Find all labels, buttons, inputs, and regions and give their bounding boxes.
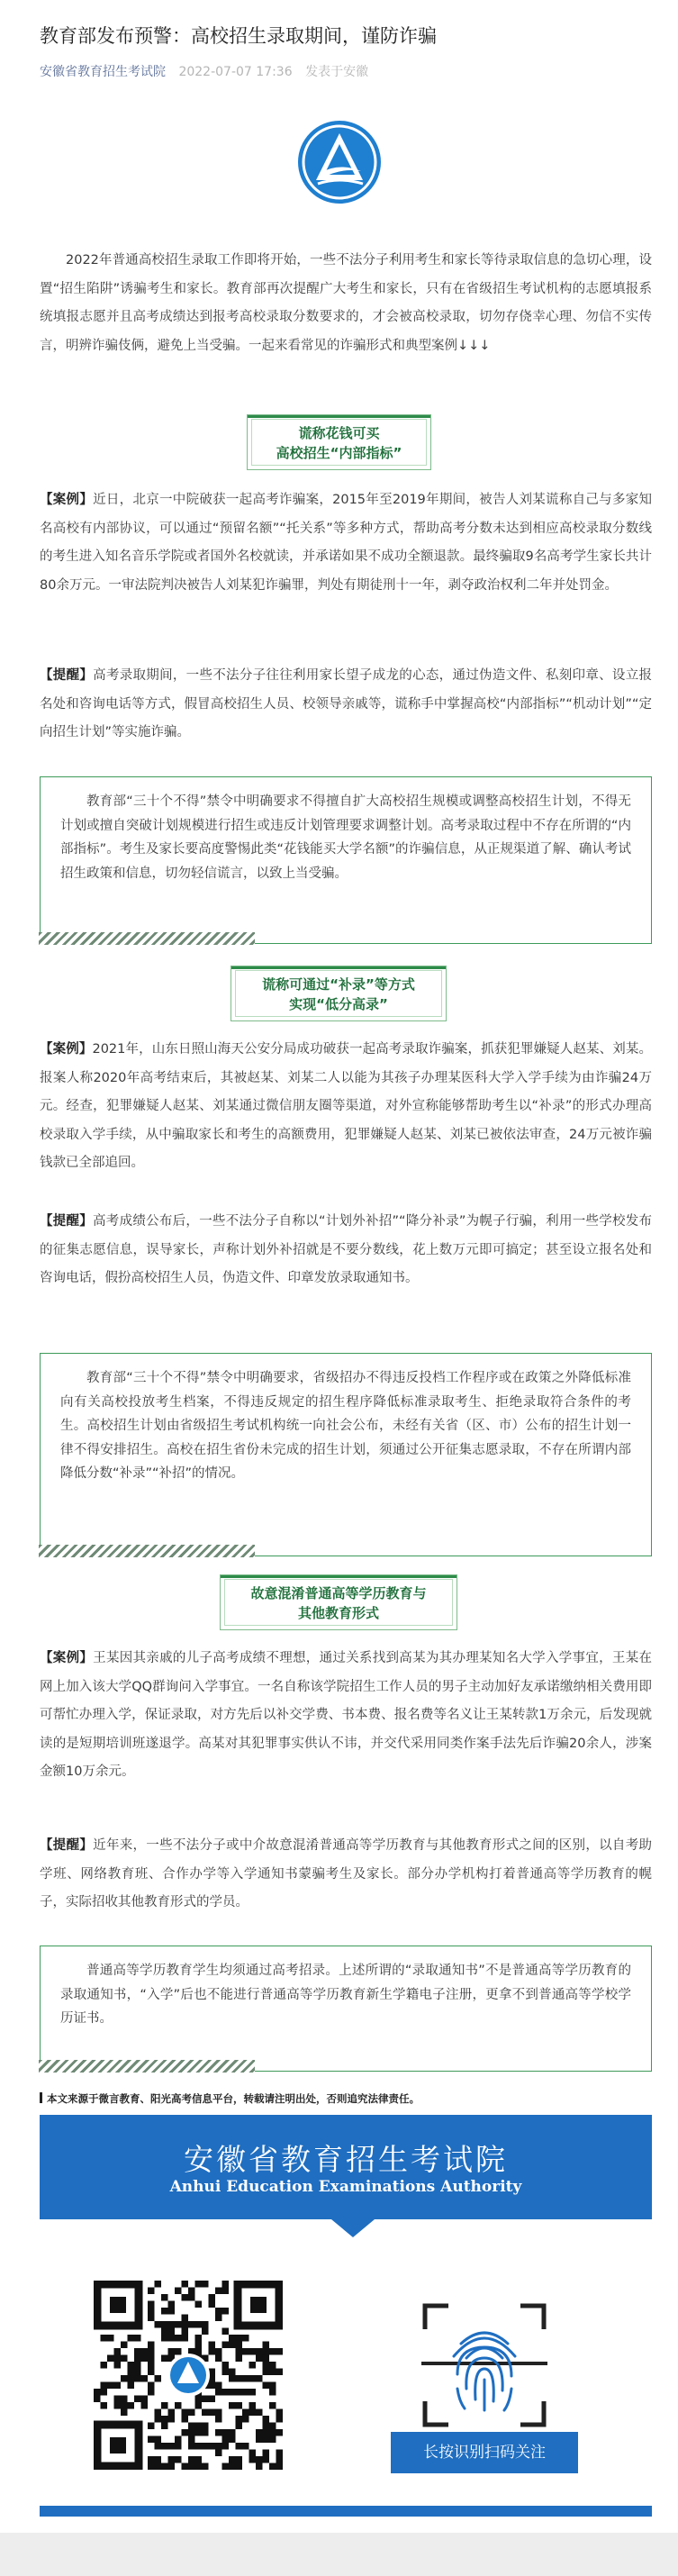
section-1-heading-line1: 谎称花钱可买 [298, 425, 380, 441]
section-1-note-text: 教育部“三十个不得”禁令中明确要求不得擅自扩大高校招生规模或调整高校招生计划，不得无计划或擅自突破计划规模进行招生或违反计划管理要求调整计划。高考录取过程中不存在所谓的“内部指标”。考生及家长要高度警惕此类“花钱能买大学名额”的诈骗信息，从正规渠道了解、确认考试招生政策和信息，切勿轻信谎言，以致上当受骗。 [60, 794, 631, 881]
section-3-case-text: 王某因其亲戚的儿子高考成绩不理想，通过关系找到高某为其办理某知名大学入学事宜，王某在网上加入该大学QQ群询问入学事宜。一名自称该学院招生工作人员的男子主动加好友承诺缴纳相关费用即可帮忙办理入学，保证录取，对方先后以补交学费、书本费、报名费等名义让王某转款1万余元，后发现就读的是短期培训班遂退学。高某对其犯罪事实供认不讳，并交代采用同类作案手法先后诈骗20余人，涉案金额10万余元。 [40, 1651, 652, 1779]
section-1-heading [247, 414, 431, 470]
author-link[interactable]: 安徽省教育招生考试院 [40, 65, 166, 79]
section-2-note-text: 教育部“三十个不得”禁令中明确要求，省级招办不得违反投档工作程序或在政策之外降低标准向有关高校投放考生档案，不得违反规定的招生程序降低标准录取考生、拒绝录取符合条件的考生。高校招生计划由省级招生考试机构统一向社会公布，未经有关省（区、市）公布的招生计划一律不得安排招生。高校在招生省份未完成的招生计划，须通过公开征集志愿录取，不存在所谓内部降低分数“补录”“补招”的情况。 [60, 1371, 631, 1481]
section-2-tip-text: 高考成绩公布后，一些不法分子自称以“计划外补招”“降分补录”为幌子行骗，利用一些学校发布的征集志愿信息，误导家长，声称计划外补招就是不要分数线，花上数万元即可搞定；甚至设立报名处和咨询电话，假扮高校招生人员，伪造文件、印章发放录取通知书。 [40, 1214, 653, 1285]
section-2-case-text: 2021年，山东日照山海天公安分局成功破获一起高考录取诈骗案，抓获犯罪嫌疑人赵某、刘某。报案人称2020年高考结束后，其被赵某、刘某二人以能为其孩子办理某医科大学入学手续为由诈骗24万元。经查，犯罪嫌疑人赵某、刘某通过微信朋友圈等渠道，对外宣称能够帮助考生以“补录”的形式办理高校录取入学手续，从中骗取家长和考生的高额费用，犯罪嫌疑人赵某、刘某已被依法审查，24万元被诈骗钱款已全部追回。 [40, 1042, 652, 1170]
section-2-heading-line1: 谎称可通过“补录”等方式 [262, 976, 415, 993]
section-3-heading [220, 1574, 457, 1630]
case-label: 【案例】 [40, 493, 94, 507]
case-label: 【案例】 [40, 1651, 94, 1665]
section-3-tip-text: 近年来，一些不法分子或中介故意混淆普通高等学历教育与其他教育形式之间的区别，以自考助学班、网络教育班、合作办学等入学通知书蒙骗考生及家长。部分办学机构打着普通高等学历教育的幌子，实际招收其他教育形式的学员。 [40, 1838, 652, 1909]
section-2-heading-line2: 实现“低分高录” [289, 996, 388, 1012]
banner-name-en: Anhui Education Examinations Authority [169, 2178, 522, 2196]
section-3-heading-line1: 故意混淆普通高等学历教育与 [250, 1585, 427, 1601]
source-note-text: 本文来源于微言教育、阳光高考信息平台，转载请注明出处，否则追究法律责任。 [47, 2092, 420, 2105]
authority-banner [40, 2115, 652, 2219]
publish-location: 发表于安徽 [305, 65, 369, 79]
section-1-case-text: 近日，北京一中院破获一起高考诈骗案，2015年至2019年期间，被告人刘某谎称自己与多家知名高校有内部协议，可以通过“预留名额”“托关系”等多种方式，帮助高考分数未达到相应高校录取分数线的考生进入知名音乐学院或者国外名校就读，并承诺如果不成功全额退款。最终骗取9名高考学生家长共计80余万元。一审法院判决被告人刘某犯诈骗罪，判处有期徒刑十一年，剥夺政治权利二年并处罚金。 [40, 493, 652, 593]
source-note [40, 2091, 420, 2106]
fingerprint-scan-icon[interactable] [421, 2302, 547, 2428]
page-footer [0, 2533, 678, 2576]
section-1-case [40, 486, 652, 600]
scan-to-follow-button[interactable]: 长按识别扫码关注 [391, 2432, 578, 2473]
tip-label: 【提醒】 [40, 668, 94, 683]
case-label: 【案例】 [40, 1042, 93, 1057]
article-meta [40, 62, 368, 80]
section-1-note-box [40, 776, 652, 944]
section-3-heading-line2: 其他教育形式 [297, 1605, 379, 1621]
exam-authority-logo-icon [294, 117, 384, 207]
section-2-heading [231, 966, 447, 1021]
section-1-heading-line2: 高校招生“内部指标” [276, 445, 402, 461]
section-2-note-box [40, 1353, 652, 1556]
section-3-case [40, 1645, 652, 1787]
banner-name-cn: 安徽省教育招生考试院 [184, 2142, 508, 2177]
bottom-brand-bar [40, 2506, 652, 2517]
section-3-note-box [40, 1946, 652, 2072]
section-3-tip [40, 1832, 652, 1918]
decorative-stripes [39, 932, 255, 945]
section-1-tip [40, 662, 652, 748]
tip-label: 【提醒】 [40, 1838, 94, 1853]
decorative-stripes [39, 1545, 255, 1557]
section-1-tip-text: 高考录取期间，一些不法分子往往利用家长望子成龙的心态，通过伪造文件、私刻印章、设立报名处和咨询电话等方式，假冒高校招生人员、校领导亲戚等，谎称手中掌握高校“内部指标”“机动计划”“定向招生计划”等实施诈骗。 [40, 668, 652, 739]
publish-date: 2022-07-07 17:36 [178, 65, 293, 79]
section-2-case [40, 1036, 652, 1178]
qr-code-icon[interactable] [94, 2281, 283, 2470]
section-2-tip [40, 1208, 652, 1293]
qr-section [40, 2219, 652, 2499]
decorative-stripes [39, 2060, 255, 2073]
tip-label: 【提醒】 [40, 1214, 94, 1229]
intro-paragraph: 2022年普通高校招生录取工作即将开始，一些不法分子利用考生和家长等待录取信息的急切心理，设置“招生陷阱”诱骗考生和家长。教育部再次提醒广大考生和家长，只有在省级招生考试机构的志愿填报系统填报志愿并且高考成绩达到报考高校录取分数要求的，才会被高校录取，切勿存侥幸心理、勿信不实传言，明辨诈骗伎俩，避免上当受骗。一起来看常见的诈骗形式和典型案例↓↓↓ [40, 253, 652, 353]
section-3-note-text: 普通高等学历教育学生均须通过高考招录。上述所谓的“录取通知书”不是普通高等学历教育的录取通知书，“入学”后也不能进行普通高等学历教育新生学籍电子注册，更拿不到普通高等学校学历证书。 [60, 1964, 631, 2026]
article-title: 教育部发布预警：高校招生录取期间，谨防诈骗 [40, 25, 437, 47]
